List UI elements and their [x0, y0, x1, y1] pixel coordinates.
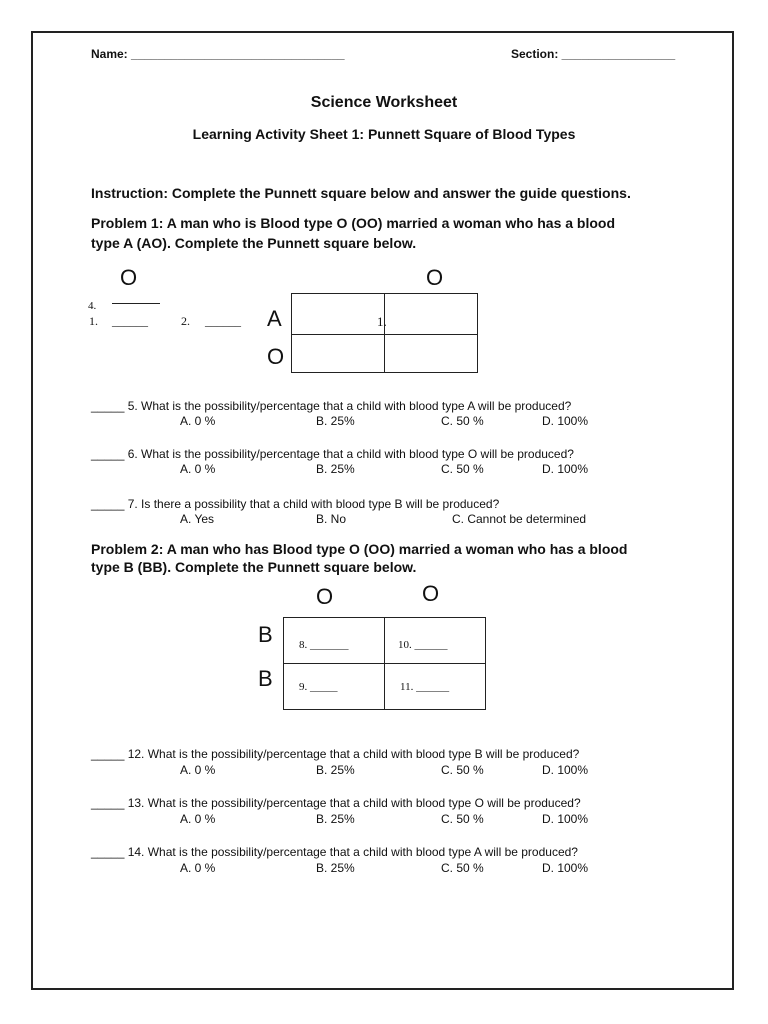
question-6[interactable]: _____ 6. What is the possibility/percentage that a child with blood type O will be produced?: [91, 447, 574, 461]
p2-grid-divider-h: [283, 663, 486, 664]
page-title: Science Worksheet: [310, 94, 458, 111]
question-6-choice-d[interactable]: D. 100%: [542, 462, 589, 476]
p1-blank1-label: 1.: [89, 314, 98, 328]
p1-blank-overlap-label: 4.: [88, 300, 97, 312]
question-5-choice-a[interactable]: A. 0 %: [180, 414, 216, 428]
question-13-choice-d[interactable]: D. 100%: [542, 812, 589, 826]
question-14-choice-d[interactable]: D. 100%: [542, 861, 589, 875]
section-field[interactable]: Section: _________________: [511, 47, 676, 61]
question-13-choice-a[interactable]: A. 0 %: [180, 812, 216, 826]
question-5-choice-b[interactable]: B. 25%: [316, 414, 355, 428]
p1-blank2-label: 2.: [181, 314, 190, 328]
question-5-choice-c[interactable]: C. 50 %: [441, 414, 484, 428]
p2-cell-9[interactable]: 9. _____: [299, 681, 338, 693]
question-12-choice-b[interactable]: B. 25%: [316, 763, 355, 777]
p1-allele-row-a: A: [267, 306, 282, 331]
question-6-choice-b[interactable]: B. 25%: [316, 462, 355, 476]
question-5-choice-d[interactable]: D. 100%: [542, 414, 589, 428]
question-14-choice-a[interactable]: A. 0 %: [180, 861, 216, 875]
question-13-choice-b[interactable]: B. 25%: [316, 812, 355, 826]
p1-blank2-line[interactable]: ______: [205, 314, 241, 328]
question-7[interactable]: _____ 7. Is there a possibility that a child with blood type B will be produced?: [91, 497, 500, 511]
question-12-choice-d[interactable]: D. 100%: [542, 763, 589, 777]
p2-allele-row-bottom: B: [258, 666, 273, 691]
p2-allele-col-right: O: [422, 581, 440, 606]
p1-blank1-line[interactable]: ______: [112, 314, 148, 328]
p2-allele-row-top: B: [258, 622, 273, 647]
p1-allele-top-left: O: [120, 265, 138, 290]
problem2-line1: Problem 2: A man who has Blood type O (OO) married a woman who has a blood: [91, 541, 628, 557]
question-13-choice-c[interactable]: C. 50 %: [441, 812, 484, 826]
question-6-choice-c[interactable]: C. 50 %: [441, 462, 484, 476]
question-14-choice-c[interactable]: C. 50 %: [441, 861, 484, 875]
problem1-line2: type A (AO). Complete the Punnett square below.: [91, 235, 417, 251]
question-14[interactable]: _____ 14. What is the possibility/percentage that a child with blood type A will be produced?: [91, 845, 578, 859]
p1-blank-overlap-line: [112, 303, 160, 304]
question-7-choice-b[interactable]: B. No: [316, 512, 347, 526]
question-14-choice-b[interactable]: B. 25%: [316, 861, 355, 875]
question-6-choice-a[interactable]: A. 0 %: [180, 462, 216, 476]
question-13[interactable]: _____ 13. What is the possibility/percentage that a child with blood type O will be produced?: [91, 796, 581, 810]
p1-allele-top-right: O: [426, 265, 444, 290]
instruction-text: Instruction: Complete the Punnett square below and answer the guide questions.: [91, 185, 631, 201]
p2-cell-8[interactable]: 8. _______: [299, 639, 349, 651]
p1-grid-divider-v: [384, 293, 385, 373]
p2-allele-col-left: O: [316, 584, 334, 609]
p1-cell-label: 1.: [377, 314, 387, 329]
question-7-choice-c[interactable]: C. Cannot be determined: [452, 512, 587, 526]
question-5[interactable]: _____ 5. What is the possibility/percentage that a child with blood type A will be produced?: [91, 399, 572, 413]
p2-cell-10[interactable]: 10. ______: [398, 639, 448, 651]
question-7-choice-a[interactable]: A. Yes: [180, 512, 215, 526]
problem2-line2: type B (BB). Complete the Punnett square below.: [91, 559, 417, 575]
problem1-line1: Problem 1: A man who is Blood type O (OO) married a woman who has a blood: [91, 215, 616, 231]
name-field[interactable]: Name: ________________________________: [91, 47, 345, 61]
p1-allele-row-o: O: [267, 344, 285, 369]
question-12-choice-c[interactable]: C. 50 %: [441, 763, 484, 777]
p2-cell-11[interactable]: 11. ______: [400, 681, 450, 693]
question-12-choice-a[interactable]: A. 0 %: [180, 763, 216, 777]
page-subtitle: Learning Activity Sheet 1: Punnett Square of Blood Types: [192, 126, 576, 142]
question-12[interactable]: _____ 12. What is the possibility/percentage that a child with blood type B will be produced?: [91, 747, 580, 761]
p1-grid-divider-h: [291, 334, 478, 335]
